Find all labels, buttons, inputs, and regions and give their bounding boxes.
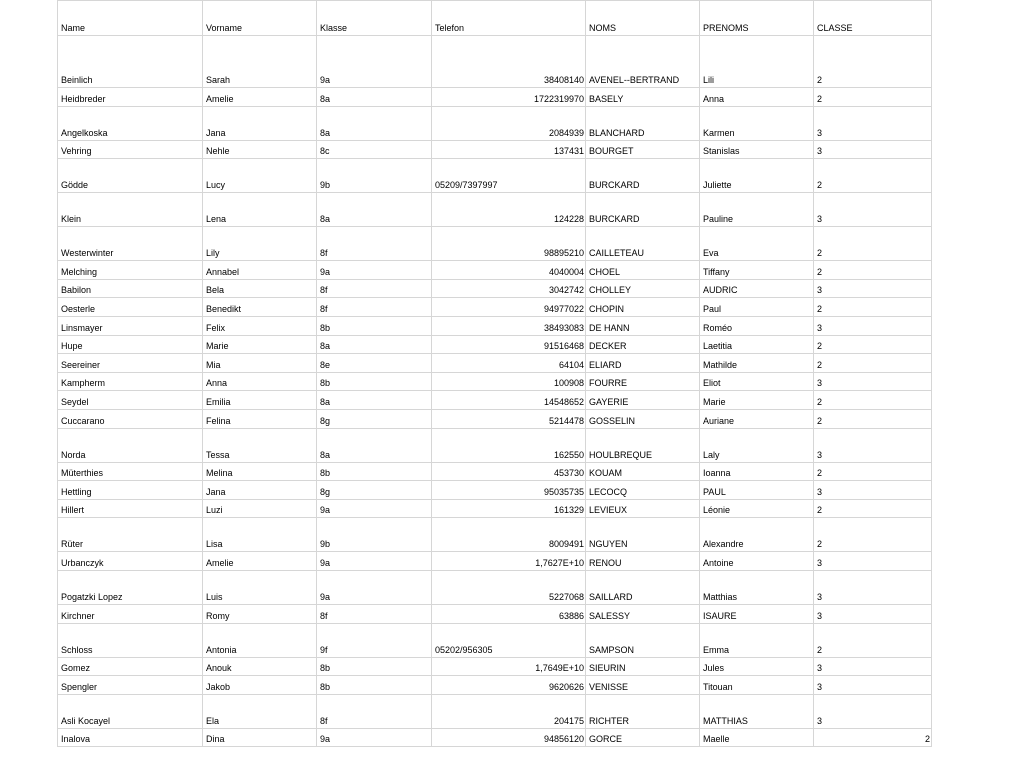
- cell-classe[interactable]: 2: [814, 227, 932, 261]
- cell-name[interactable]: Cuccarano: [58, 409, 203, 428]
- table-row: [58, 298, 932, 317]
- cell-prenoms[interactable]: Mathilde: [700, 354, 814, 373]
- cell-prenoms[interactable]: AUDRIC: [700, 279, 814, 298]
- cell-vorname[interactable]: Felix: [203, 316, 317, 335]
- cell-name[interactable]: Kirchner: [58, 604, 203, 623]
- cell-klasse[interactable]: 9f: [317, 623, 432, 657]
- cell-classe[interactable]: 2: [814, 623, 932, 657]
- cell-noms[interactable]: SALESSY: [586, 604, 700, 623]
- table-row: [58, 462, 932, 481]
- cell-telefon[interactable]: 1,7649E+10: [432, 657, 586, 676]
- table-row: [58, 728, 932, 747]
- cell-noms[interactable]: NGUYEN: [586, 518, 700, 552]
- cell-klasse[interactable]: 8f: [317, 694, 432, 728]
- cell-telefon[interactable]: 64104: [432, 354, 586, 373]
- cell-noms[interactable]: KOUAM: [586, 462, 700, 481]
- cell-prenoms[interactable]: Auriane: [700, 409, 814, 428]
- cell-klasse[interactable]: 8g: [317, 409, 432, 428]
- cell-prenoms[interactable]: MATTHIAS: [700, 694, 814, 728]
- cell-noms[interactable]: SAMPSON: [586, 623, 700, 657]
- cell-telefon[interactable]: 9620626: [432, 676, 586, 695]
- cell-classe[interactable]: 2: [814, 159, 932, 193]
- cell-classe[interactable]: 2: [814, 391, 932, 410]
- table-row: [58, 335, 932, 354]
- cell-classe[interactable]: 3: [814, 140, 932, 159]
- table-row: [58, 481, 932, 500]
- cell-name[interactable]: Klein: [58, 193, 203, 227]
- cell-vorname[interactable]: Jana: [203, 106, 317, 140]
- cell-telefon[interactable]: 100908: [432, 372, 586, 391]
- cell-noms[interactable]: LEVIEUX: [586, 499, 700, 518]
- cell-noms[interactable]: ELIARD: [586, 354, 700, 373]
- table-row: [58, 279, 932, 298]
- cell-klasse[interactable]: 9a: [317, 36, 432, 88]
- cell-prenoms[interactable]: Anna: [700, 88, 814, 107]
- cell-name[interactable]: Hupe: [58, 335, 203, 354]
- cell-telefon[interactable]: 204175: [432, 694, 586, 728]
- cell-vorname[interactable]: Jakob: [203, 676, 317, 695]
- cell-klasse[interactable]: 8b: [317, 316, 432, 335]
- cell-name[interactable]: Heidbreder: [58, 88, 203, 107]
- cell-telefon[interactable]: 38493083: [432, 316, 586, 335]
- cell-prenoms[interactable]: Pauline: [700, 193, 814, 227]
- cell-classe[interactable]: 3: [814, 694, 932, 728]
- cell-vorname[interactable]: Mia: [203, 354, 317, 373]
- cell-klasse[interactable]: 8b: [317, 462, 432, 481]
- cell-vorname[interactable]: Tessa: [203, 428, 317, 462]
- table-row: [58, 499, 932, 518]
- cell-vorname[interactable]: Luzi: [203, 499, 317, 518]
- cell-klasse[interactable]: 8a: [317, 88, 432, 107]
- cell-classe[interactable]: 2: [814, 36, 932, 88]
- cell-noms[interactable]: CAILLETEAU: [586, 227, 700, 261]
- cell-prenoms[interactable]: Eva: [700, 227, 814, 261]
- cell-vorname[interactable]: Melina: [203, 462, 317, 481]
- cell-name[interactable]: Urbanczyk: [58, 552, 203, 571]
- cell-prenoms[interactable]: Emma: [700, 623, 814, 657]
- cell-klasse[interactable]: 9a: [317, 570, 432, 604]
- cell-telefon[interactable]: 05209/7397997: [432, 159, 586, 193]
- table-row: [58, 316, 932, 335]
- cell-klasse[interactable]: 8a: [317, 391, 432, 410]
- cell-noms[interactable]: GOSSELIN: [586, 409, 700, 428]
- cell-noms[interactable]: FOURRE: [586, 372, 700, 391]
- cell-telefon[interactable]: 4040004: [432, 261, 586, 280]
- cell-telefon[interactable]: 161329: [432, 499, 586, 518]
- cell-prenoms[interactable]: Laly: [700, 428, 814, 462]
- cell-telefon[interactable]: 3042742: [432, 279, 586, 298]
- cell-telefon[interactable]: 137431: [432, 140, 586, 159]
- cell-prenoms[interactable]: Léonie: [700, 499, 814, 518]
- cell-classe[interactable]: 3: [814, 552, 932, 571]
- cell-classe[interactable]: 3: [814, 676, 932, 695]
- cell-prenoms[interactable]: ISAURE: [700, 604, 814, 623]
- cell-classe[interactable]: 3: [814, 106, 932, 140]
- cell-name[interactable]: Gödde: [58, 159, 203, 193]
- cell-vorname[interactable]: Benedikt: [203, 298, 317, 317]
- cell-klasse[interactable]: 8a: [317, 106, 432, 140]
- cell-telefon[interactable]: 8009491: [432, 518, 586, 552]
- cell-klasse[interactable]: 9a: [317, 261, 432, 280]
- cell-vorname[interactable]: Ela: [203, 694, 317, 728]
- cell-name[interactable]: Beinlich: [58, 36, 203, 88]
- cell-vorname[interactable]: Emilia: [203, 391, 317, 410]
- cell-classe[interactable]: 2: [814, 88, 932, 107]
- cell-klasse[interactable]: 8a: [317, 335, 432, 354]
- cell-telefon[interactable]: 14548652: [432, 391, 586, 410]
- cell-classe[interactable]: 3: [814, 604, 932, 623]
- cell-vorname[interactable]: Sarah: [203, 36, 317, 88]
- cell-prenoms[interactable]: Alexandre: [700, 518, 814, 552]
- cell-vorname[interactable]: Amelie: [203, 88, 317, 107]
- cell-noms[interactable]: RICHTER: [586, 694, 700, 728]
- cell-prenoms[interactable]: Juliette: [700, 159, 814, 193]
- cell-vorname[interactable]: Nehle: [203, 140, 317, 159]
- cell-telefon[interactable]: 124228: [432, 193, 586, 227]
- cell-telefon[interactable]: 63886: [432, 604, 586, 623]
- cell-noms[interactable]: AVENEL--BERTRAND: [586, 36, 700, 88]
- cell-noms[interactable]: DECKER: [586, 335, 700, 354]
- cell-name[interactable]: Westerwinter: [58, 227, 203, 261]
- cell-klasse[interactable]: 8b: [317, 372, 432, 391]
- table-row: [58, 159, 932, 193]
- table-row: [58, 88, 932, 107]
- cell-telefon[interactable]: 162550: [432, 428, 586, 462]
- cell-prenoms[interactable]: Matthias: [700, 570, 814, 604]
- table-row: [58, 518, 932, 552]
- cell-klasse[interactable]: 8a: [317, 193, 432, 227]
- cell-vorname[interactable]: Lena: [203, 193, 317, 227]
- cell-classe[interactable]: 3: [814, 657, 932, 676]
- cell-noms[interactable]: GORCE: [586, 728, 700, 747]
- cell-klasse[interactable]: 8f: [317, 227, 432, 261]
- cell-prenoms[interactable]: Tiffany: [700, 261, 814, 280]
- header-noms[interactable]: NOMS: [586, 1, 700, 36]
- cell-classe[interactable]: 2: [814, 518, 932, 552]
- table-row: [58, 428, 932, 462]
- cell-prenoms[interactable]: Laetitia: [700, 335, 814, 354]
- cell-classe[interactable]: 3: [814, 570, 932, 604]
- table-row: [58, 106, 932, 140]
- cell-prenoms[interactable]: Stanislas: [700, 140, 814, 159]
- header-prenoms[interactable]: PRENOMS: [700, 1, 814, 36]
- cell-classe[interactable]: 2: [814, 354, 932, 373]
- cell-classe[interactable]: 2: [814, 298, 932, 317]
- cell-noms[interactable]: SAILLARD: [586, 570, 700, 604]
- cell-noms[interactable]: LECOCQ: [586, 481, 700, 500]
- table-row: [58, 676, 932, 695]
- cell-noms[interactable]: GAYERIE: [586, 391, 700, 410]
- cell-klasse[interactable]: 9a: [317, 728, 432, 747]
- cell-klasse[interactable]: 8f: [317, 279, 432, 298]
- header-klasse[interactable]: Klasse: [317, 1, 432, 36]
- cell-prenoms[interactable]: Marie: [700, 391, 814, 410]
- cell-name[interactable]: Vehring: [58, 140, 203, 159]
- cell-prenoms[interactable]: Antoine: [700, 552, 814, 571]
- header-telefon[interactable]: Telefon: [432, 1, 586, 36]
- cell-telefon[interactable]: 98895210: [432, 227, 586, 261]
- cell-noms[interactable]: CHOPIN: [586, 298, 700, 317]
- cell-name[interactable]: Seydel: [58, 391, 203, 410]
- table-row: [58, 657, 932, 676]
- header-classe[interactable]: CLASSE: [814, 1, 932, 36]
- cell-classe[interactable]: 2: [814, 728, 932, 747]
- cell-noms[interactable]: BASELY: [586, 88, 700, 107]
- table-row: [58, 372, 932, 391]
- header-name[interactable]: Name: [58, 1, 203, 36]
- cell-noms[interactable]: VENISSE: [586, 676, 700, 695]
- cell-telefon[interactable]: 05202/956305: [432, 623, 586, 657]
- cell-vorname[interactable]: Annabel: [203, 261, 317, 280]
- cell-telefon[interactable]: 94977022: [432, 298, 586, 317]
- cell-klasse[interactable]: 8f: [317, 604, 432, 623]
- cell-noms[interactable]: BURCKARD: [586, 193, 700, 227]
- cell-noms[interactable]: BOURGET: [586, 140, 700, 159]
- cell-name[interactable]: Pogatzki Lopez: [58, 570, 203, 604]
- header-vorname[interactable]: Vorname: [203, 1, 317, 36]
- table-row: [58, 409, 932, 428]
- cell-classe[interactable]: 2: [814, 462, 932, 481]
- cell-vorname[interactable]: Bela: [203, 279, 317, 298]
- cell-klasse[interactable]: 8c: [317, 140, 432, 159]
- cell-noms[interactable]: HOULBREQUE: [586, 428, 700, 462]
- cell-telefon[interactable]: 94856120: [432, 728, 586, 747]
- cell-name[interactable]: Inalova: [58, 728, 203, 747]
- cell-classe[interactable]: 2: [814, 499, 932, 518]
- cell-prenoms[interactable]: Karmen: [700, 106, 814, 140]
- cell-telefon[interactable]: 453730: [432, 462, 586, 481]
- cell-name[interactable]: Schloss: [58, 623, 203, 657]
- cell-vorname[interactable]: Lisa: [203, 518, 317, 552]
- cell-name[interactable]: Angelkoska: [58, 106, 203, 140]
- cell-telefon[interactable]: 95035735: [432, 481, 586, 500]
- cell-vorname[interactable]: Marie: [203, 335, 317, 354]
- table-row: [58, 261, 932, 280]
- cell-name[interactable]: Seereiner: [58, 354, 203, 373]
- cell-classe[interactable]: 3: [814, 193, 932, 227]
- cell-prenoms[interactable]: Titouan: [700, 676, 814, 695]
- cell-noms[interactable]: CHOEL: [586, 261, 700, 280]
- cell-telefon[interactable]: 2084939: [432, 106, 586, 140]
- cell-classe[interactable]: 3: [814, 316, 932, 335]
- cell-name[interactable]: Gomez: [58, 657, 203, 676]
- cell-name[interactable]: Oesterle: [58, 298, 203, 317]
- cell-klasse[interactable]: 8e: [317, 354, 432, 373]
- cell-klasse[interactable]: 8f: [317, 298, 432, 317]
- cell-classe[interactable]: 3: [814, 428, 932, 462]
- cell-vorname[interactable]: Dina: [203, 728, 317, 747]
- table-row: [58, 391, 932, 410]
- cell-klasse[interactable]: 8b: [317, 657, 432, 676]
- cell-noms[interactable]: BURCKARD: [586, 159, 700, 193]
- cell-name[interactable]: Asli Kocayel: [58, 694, 203, 728]
- cell-prenoms[interactable]: Maelle: [700, 728, 814, 747]
- table-row: [58, 193, 932, 227]
- cell-classe[interactable]: 3: [814, 279, 932, 298]
- table-row: [58, 36, 932, 88]
- cell-telefon[interactable]: 5227068: [432, 570, 586, 604]
- cell-prenoms[interactable]: Paul: [700, 298, 814, 317]
- cell-name[interactable]: Rüter: [58, 518, 203, 552]
- cell-prenoms[interactable]: Ioanna: [700, 462, 814, 481]
- cell-telefon[interactable]: 91516468: [432, 335, 586, 354]
- cell-klasse[interactable]: 9b: [317, 159, 432, 193]
- cell-vorname[interactable]: Lily: [203, 227, 317, 261]
- cell-name[interactable]: Spengler: [58, 676, 203, 695]
- cell-prenoms[interactable]: PAUL: [700, 481, 814, 500]
- cell-prenoms[interactable]: Jules: [700, 657, 814, 676]
- cell-classe[interactable]: 2: [814, 409, 932, 428]
- cell-klasse[interactable]: 9b: [317, 518, 432, 552]
- cell-prenoms[interactable]: Lili: [700, 36, 814, 88]
- cell-vorname[interactable]: Lucy: [203, 159, 317, 193]
- table-row: [58, 570, 932, 604]
- cell-name[interactable]: Norda: [58, 428, 203, 462]
- cell-classe[interactable]: 3: [814, 481, 932, 500]
- cell-classe[interactable]: 3: [814, 372, 932, 391]
- spreadsheet-table: [57, 0, 932, 747]
- table-row: [58, 140, 932, 159]
- table-row: [58, 552, 932, 571]
- cell-klasse[interactable]: 8a: [317, 428, 432, 462]
- cell-noms[interactable]: CHOLLEY: [586, 279, 700, 298]
- cell-vorname[interactable]: Felina: [203, 409, 317, 428]
- cell-vorname[interactable]: Jana: [203, 481, 317, 500]
- cell-noms[interactable]: SIEURIN: [586, 657, 700, 676]
- cell-vorname[interactable]: Romy: [203, 604, 317, 623]
- cell-prenoms[interactable]: Eliot: [700, 372, 814, 391]
- cell-name[interactable]: Hillert: [58, 499, 203, 518]
- cell-noms[interactable]: BLANCHARD: [586, 106, 700, 140]
- table-row: [58, 604, 932, 623]
- cell-name[interactable]: Müterthies: [58, 462, 203, 481]
- cell-vorname[interactable]: Luis: [203, 570, 317, 604]
- cell-telefon[interactable]: 1,7627E+10: [432, 552, 586, 571]
- table-body: [58, 1, 932, 747]
- cell-name[interactable]: Hettling: [58, 481, 203, 500]
- cell-klasse[interactable]: 9a: [317, 499, 432, 518]
- table-row: [58, 623, 932, 657]
- header-row: [58, 1, 932, 36]
- cell-klasse[interactable]: 8g: [317, 481, 432, 500]
- cell-noms[interactable]: RENOU: [586, 552, 700, 571]
- cell-klasse[interactable]: 8b: [317, 676, 432, 695]
- cell-name[interactable]: Kampherm: [58, 372, 203, 391]
- cell-classe[interactable]: 2: [814, 335, 932, 354]
- table-row: [58, 354, 932, 373]
- cell-prenoms[interactable]: Roméo: [700, 316, 814, 335]
- cell-name[interactable]: Linsmayer: [58, 316, 203, 335]
- cell-telefon[interactable]: 38408140: [432, 36, 586, 88]
- cell-classe[interactable]: 2: [814, 261, 932, 280]
- cell-vorname[interactable]: Anouk: [203, 657, 317, 676]
- cell-klasse[interactable]: 9a: [317, 552, 432, 571]
- cell-noms[interactable]: DE HANN: [586, 316, 700, 335]
- cell-telefon[interactable]: 1722319970: [432, 88, 586, 107]
- cell-name[interactable]: Melching: [58, 261, 203, 280]
- cell-vorname[interactable]: Antonia: [203, 623, 317, 657]
- table-row: [58, 227, 932, 261]
- cell-vorname[interactable]: Anna: [203, 372, 317, 391]
- table-row: [58, 694, 932, 728]
- cell-vorname[interactable]: Amelie: [203, 552, 317, 571]
- cell-name[interactable]: Babilon: [58, 279, 203, 298]
- cell-telefon[interactable]: 5214478: [432, 409, 586, 428]
